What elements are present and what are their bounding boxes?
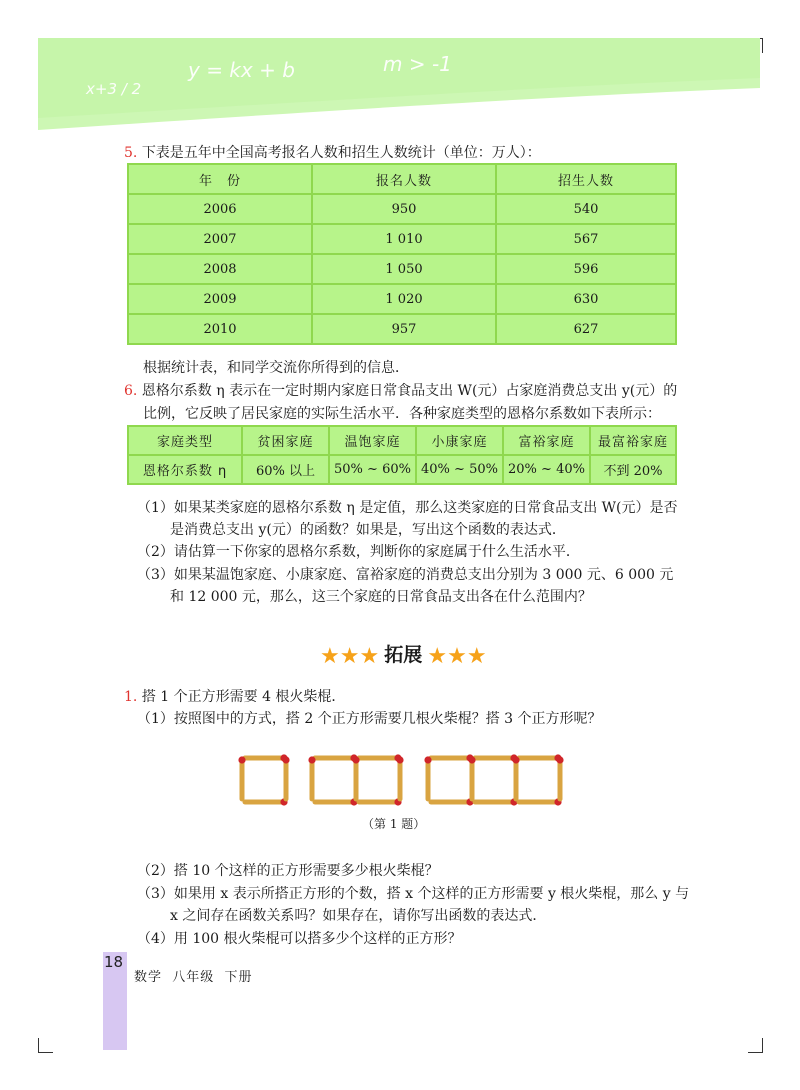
table-cell: 567: [496, 224, 676, 254]
header-formula-linear: y = kx + b: [188, 58, 295, 82]
question-6-sub-1-line-2: 是消费总支出 y(元）的函数？如果是，写出这个函数的表达式．: [170, 522, 566, 538]
table-cell: 不到 20%: [590, 455, 676, 484]
engel-header-richest: 最富裕家庭: [590, 426, 676, 455]
header-formula-fraction: x+3 / 2: [86, 80, 142, 98]
question-5-number: 5.: [124, 145, 138, 161]
table-cell: 20% ~ 40%: [503, 455, 590, 484]
enrollment-header-year: 年 份: [128, 164, 312, 194]
enrollment-header-admitted: 招生人数: [496, 164, 676, 194]
figure-caption: （第 1 题）: [362, 817, 426, 831]
section-stars-left: ★★★: [320, 644, 380, 669]
extension-sub-3-line-2: x 之间存在函数关系吗？如果存在，请你写出函数的表达式．: [170, 908, 547, 924]
match-head: [556, 756, 563, 763]
engel-header-wealthy: 富裕家庭: [503, 426, 590, 455]
section-stars-right: ★★★: [427, 644, 487, 669]
table-cell: 2010: [128, 314, 312, 344]
section-title: 拓展: [384, 644, 423, 666]
table-cell: 60% 以上: [242, 455, 329, 484]
question-5: [124, 142, 541, 164]
table-cell: 40% ~ 50%: [416, 455, 503, 484]
extension-sub-3-line-1: （3）如果用 x 表示所搭正方形的个数，搭 x 个这样的正方形需要 y 根火柴棍，那么 y 与: [137, 886, 690, 902]
table-cell: 2006: [128, 194, 312, 224]
match-head: [396, 756, 403, 763]
match-head: [238, 756, 245, 763]
page-number: 18: [104, 953, 124, 971]
table-cell: 950: [312, 194, 496, 224]
extension-question-1-number: 1.: [124, 689, 138, 705]
question-6-sub-3-line-1: （3）如果某温饱家庭、小康家庭、富裕家庭的消费总支出分别为 3 000 元、6 000 元: [137, 567, 674, 583]
table-cell: 1 020: [312, 284, 496, 314]
table-cell: 540: [496, 194, 676, 224]
question-6-sub-3-line-2: 和 12 000 元，那么，这三个家庭的日常食品支出各在什么范围内？: [170, 589, 592, 605]
question-6-line-1: [124, 380, 677, 402]
extension-sub-1: （1）按照图中的方式，搭 2 个正方形需要几根火柴棍？搭 3 个正方形呢？: [137, 711, 602, 727]
table-cell: 2008: [128, 254, 312, 284]
crop-mark-bottom-left: [38, 1038, 53, 1053]
table-cell: 2007: [128, 224, 312, 254]
book-title: 数学 八年级 下册: [134, 970, 253, 985]
question-6-line-2: 比例，它反映了居民家庭的实际生活水平．各种家庭类型的恩格尔系数如下表所示：: [143, 406, 661, 422]
table-cell: 630: [496, 284, 676, 314]
match-head: [282, 756, 289, 763]
extension-sub-4: （4）用 100 根火柴棍可以搭多少个这样的正方形？: [137, 931, 462, 947]
engel-table: [127, 425, 677, 485]
crop-mark-bottom-right: [748, 1038, 763, 1053]
match-head: [352, 756, 359, 763]
extension-sub-2: （2）搭 10 个这样的正方形需要多少根火柴棍？: [137, 863, 439, 879]
enrollment-header-applicants: 报名人数: [312, 164, 496, 194]
header-formula-inequality: m > -1: [383, 52, 452, 76]
table-cell: 2009: [128, 284, 312, 314]
table-cell: 957: [312, 314, 496, 344]
question-6-sub-2: （2）请估算一下你家的恩格尔系数，判断你的家庭属于什么生活水平．: [137, 544, 580, 560]
question-6-number: 6.: [124, 383, 138, 399]
question-5-followup: 根据统计表，和同学交流你所得到的信息．: [143, 360, 409, 376]
engel-header-poor: 贫困家庭: [242, 426, 329, 455]
match-head: [512, 756, 519, 763]
engel-row-label: 恩格尔系数 η: [128, 455, 242, 484]
enrollment-table: [127, 163, 677, 345]
section-heading: [320, 640, 487, 669]
table-cell: 627: [496, 314, 676, 344]
extension-question-1-text: 搭 1 个正方形需要 4 根火柴棍．: [141, 689, 346, 705]
engel-header-moderate: 小康家庭: [416, 426, 503, 455]
header-band: [38, 38, 760, 130]
match-head: [308, 756, 315, 763]
question-6-sub-1-line-1: （1）如果某类家庭的恩格尔系数 η 是定值，那么这类家庭的日常食品支出 W(元）是否: [137, 500, 678, 516]
question-5-text: 下表是五年中全国高考报名人数和招生人数统计（单位：万人）：: [141, 145, 541, 161]
match-head: [424, 756, 431, 763]
match-head: [468, 756, 475, 763]
table-cell: 50% ~ 60%: [329, 455, 416, 484]
table-cell: 596: [496, 254, 676, 284]
question-6-text-1: 恩格尔系数 η 表示在一定时期内家庭日常食品支出 W(元）占家庭消费总支出 y(元）的: [141, 383, 678, 399]
extension-question-1: [124, 686, 345, 708]
matchstick-figure: [235, 752, 575, 812]
engel-header-type: 家庭类型: [128, 426, 242, 455]
engel-header-subsistence: 温饱家庭: [329, 426, 416, 455]
table-cell: 1 010: [312, 224, 496, 254]
table-cell: 1 050: [312, 254, 496, 284]
